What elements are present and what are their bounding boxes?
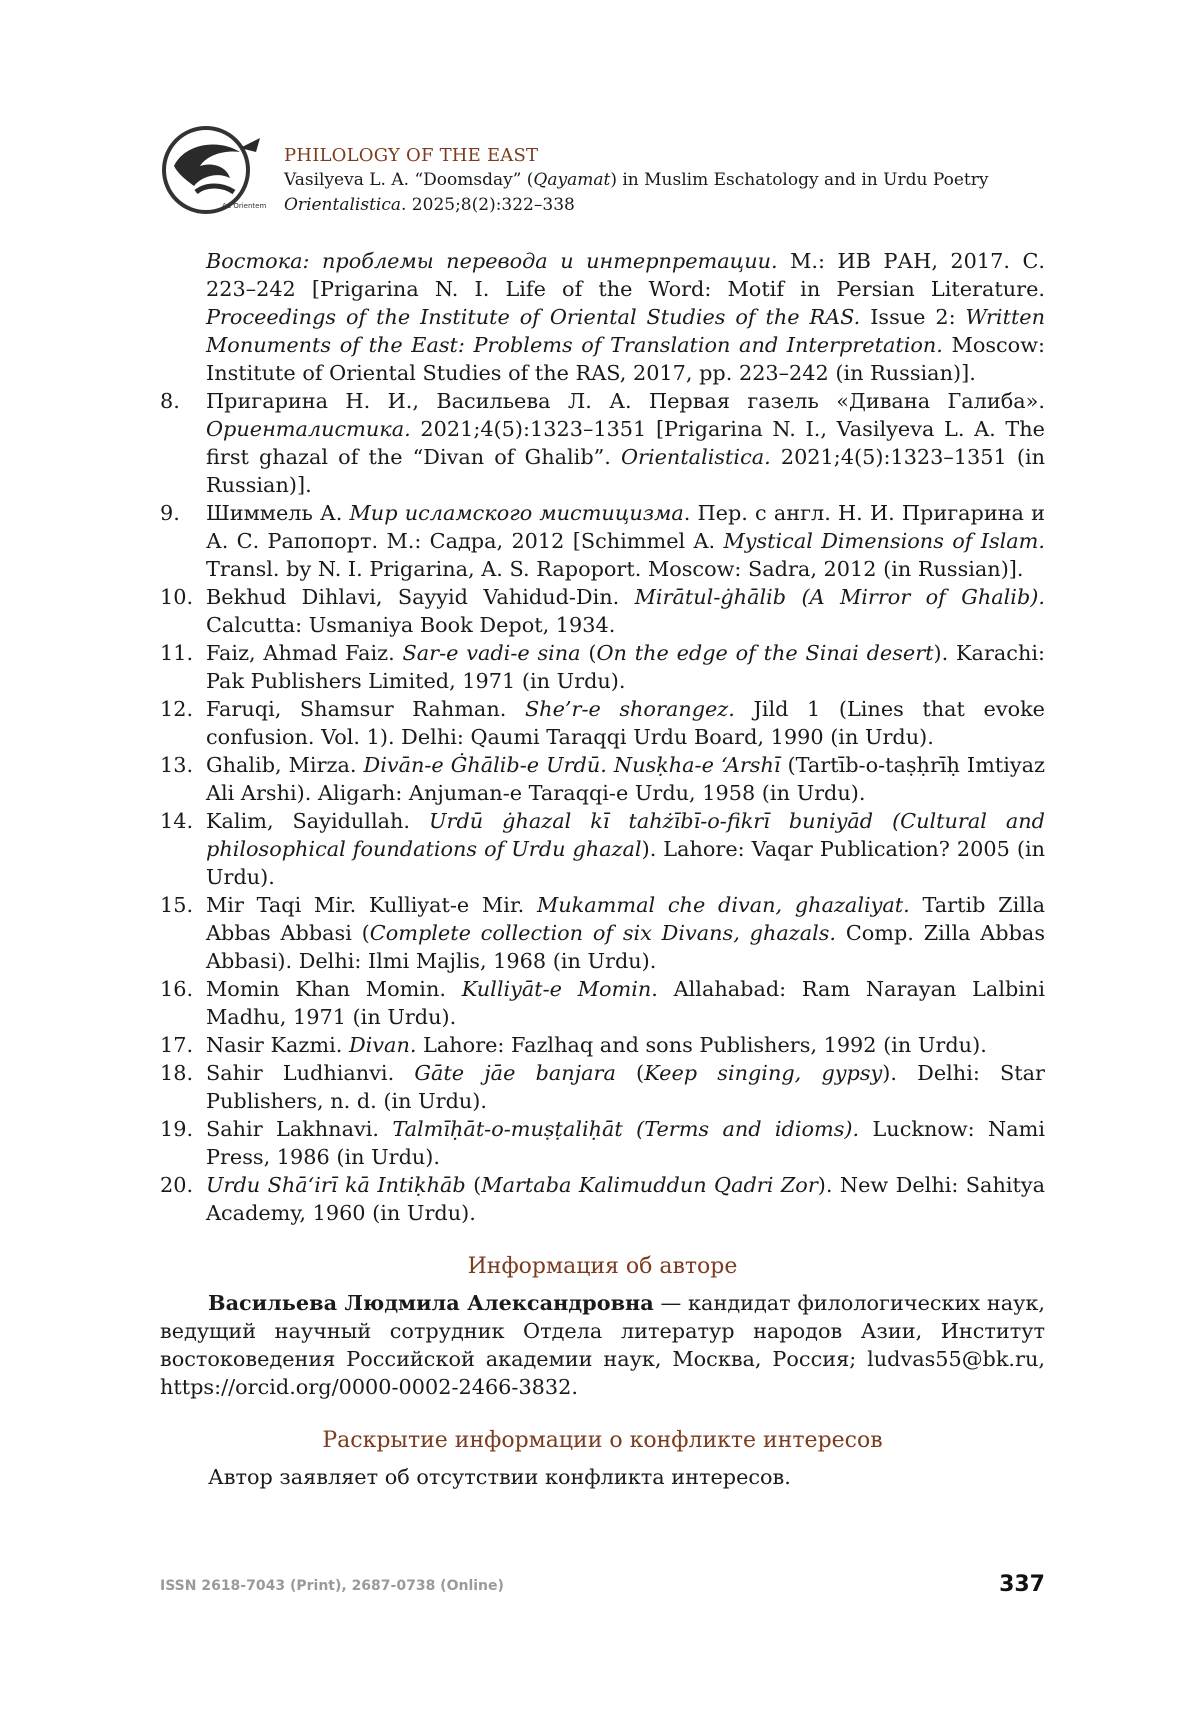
reference-text: Talmīḥāt-o-muṣṭaliḥāt (Terms and idioms). (392, 1117, 860, 1141)
reference-number: 9. (160, 501, 180, 525)
reference-text: 2021;4(5):1323–1351 [Prigarina N. I., Vasilyeva L. A. The first ghazal of the “Divan of Ghalib”. (206, 417, 1045, 469)
reference-text: Tartib Zilla Abbas Abbasi ( (206, 893, 1045, 945)
reference-item (160, 975, 1045, 1031)
reference-text: ). New Delhi: Sahitya Academy, 1960 (in Urdu). (206, 1173, 1046, 1225)
reference-text: Kalim, Sayidullah. (206, 809, 430, 833)
reference-text: Lahore: Fazlhaq and sons Publishers, 1992 (in Urdu). (416, 1033, 987, 1057)
reference-text: Transl. by N. I. Prigarina, A. S. Rapoport. Moscow: Sadra, 2012 (in Russian)]. (206, 557, 1024, 581)
reference-text: Written Monuments of the East: Problems of Translation and Interpretation. (206, 305, 1045, 357)
logo-lettering: Ad Orientem (222, 202, 267, 210)
reference-text: Nasir Kazmi. (206, 1033, 349, 1057)
reference-text: Faiz, Ahmad Faiz. (206, 641, 403, 665)
reference-number: 13. (160, 753, 194, 777)
reference-text: Proceedings of the Institute of Oriental Studies of the RAS. (206, 305, 861, 329)
reference-item (160, 807, 1045, 891)
reference-text: Martaba Kalimuddun Qadri Zor (481, 1173, 818, 1197)
reference-item (160, 751, 1045, 807)
reference-number: 19. (160, 1117, 194, 1141)
reference-number: 12. (160, 697, 194, 721)
reference-text: . Allahabad: Ram Narayan Lalbini Madhu, 1971 (in Urdu). (206, 977, 1045, 1029)
reference-item (160, 695, 1045, 751)
reference-text: Issue 2: (860, 305, 966, 329)
reference-text: ( (615, 1061, 645, 1085)
reference-item (160, 499, 1045, 583)
reference-number: 20. (160, 1173, 194, 1197)
reference-text: Lucknow: Nami Press, 1986 (in Urdu). (206, 1117, 1045, 1169)
reference-text: М.: ИВ РАН, 2017. С. 223–242 [Prigarina N. I. Life of the Word: Motif in Persian Literature. (206, 249, 1045, 301)
reference-text: Jild 1 (Lines that evoke confusion. Vol. 1). Delhi: Qaumi Taraqqi Urdu Board, 1990 (in Urdu). (206, 697, 1045, 749)
reference-item (160, 1115, 1045, 1171)
page-footer (160, 1574, 1045, 1602)
reference-text: Mirātul-ġhālib (A Mirror of Ghalib). (634, 585, 1045, 609)
reference-text: Bekhud Dihlavi, Sayyid Vahidud-Din. (206, 585, 635, 609)
reference-text: Sahir Lakhnavi. (206, 1117, 393, 1141)
reference-item (160, 387, 1045, 499)
reference-text: Momin Khan Momin. (206, 977, 462, 1001)
reference-number: 15. (160, 893, 194, 917)
issn-text: ISSN 2618-7043 (Print), 2687-0738 (Online) (160, 1578, 504, 1594)
reference-item (160, 1059, 1045, 1115)
reference-text: ( (465, 1173, 482, 1197)
reference-number: 16. (160, 977, 194, 1001)
reference-item (160, 639, 1045, 695)
reference-text: Calcutta: Usmaniya Book Depot, 1934. (206, 613, 616, 637)
reference-item (160, 1031, 1045, 1059)
reference-text: Kulliyāt-e Momin (461, 977, 652, 1001)
reference-text: Faruqi, Shamsur Rahman. (206, 697, 525, 721)
citation: Orientalistica. 2025;8(2):322–338 (284, 195, 575, 215)
reference-text: Шиммель А. (206, 501, 350, 525)
reference-text: Divan. (348, 1033, 417, 1057)
conflict-heading: Раскрытие информации о конфликте интересов (322, 1428, 883, 1453)
reference-text: Mukammal che divan, ghazaliyat. (536, 893, 910, 917)
page-number: 337 (999, 1572, 1045, 1597)
reference-text: Sahir Ludhianvi. (206, 1061, 415, 1085)
reference-text: ( (580, 641, 597, 665)
reference-text: (Tartīb-o-taṣḥrīḥ Imtiyaz Ali Arshi). Aligarh: Anjuman-e Taraqqi-e Urdu, 1958 (in Urdu). (206, 753, 1045, 805)
reference-text: 2021;4(5):1323–1351 (in Russian)]. (206, 445, 1045, 497)
reference-text: On the edge of the Sinai desert (596, 641, 934, 665)
journal-logo-icon (156, 122, 268, 218)
reference-text: Востока: проблемы перевода и интерпретации. (206, 249, 778, 273)
reference-text: Complete collection of six Divans, ghazals. (369, 921, 837, 945)
reference-text: Mystical Dimensions of Islam. (723, 529, 1046, 553)
reference-item (160, 583, 1045, 639)
reference-number: 14. (160, 809, 194, 833)
reference-text: She’r-e shorangez. (524, 697, 735, 721)
reference-text: . Пер. с англ. Н. И. Пригарина и А. С. Рапопорт. М.: Садра, 2012 [Schimmel A. (206, 501, 1045, 553)
reference-text: Ghalib, Mirza. (206, 753, 364, 777)
reference-text: Urdū ġhazal kī tahżībī-o-fikrī buniyād (Cultural and philosophical foundations of Urdu ghazal (206, 809, 1045, 861)
reference-item (160, 1171, 1045, 1227)
reference-text: Mir Taqi Mir. Kulliyat-e Mir. (206, 893, 537, 917)
reference-text: Мир исламского мистицизма (349, 501, 684, 525)
reference-number: 18. (160, 1061, 194, 1085)
reference-text: ). Karachi: Pak Publishers Limited, 1971 (in Urdu). (206, 641, 1045, 693)
reference-text: Gāte jāe banjara (414, 1061, 616, 1085)
author-name: Васильева Людмила Александровна (208, 1290, 654, 1315)
reference-text: Пригарина Н. И., Васильева Л. А. Первая газель «Дивана Галиба». (206, 389, 1045, 413)
author-description: — кандидат филологических наук, ведущий научный сотрудник Отдела литератур народов Азии, Институт востоковедения Российской академии наук, Москва, Россия; ludvas55@bk.ru, https://orcid.org/0000-0002-2466-3832. (160, 1291, 1045, 1399)
reference-text: Sar-e vadi-e sina (402, 641, 581, 665)
reference-number: 10. (160, 585, 194, 609)
header-text (284, 144, 1084, 218)
reference-number: 17. (160, 1033, 194, 1057)
article-title: Vasilyeva L. A. “Doomsday” (Qayamat) in Muslim Eschatology and in Urdu Poetry (284, 170, 989, 190)
conflict-paragraph: Автор заявляет об отсутствии конфликта интересов. (208, 1465, 791, 1489)
main-content (160, 247, 1045, 1491)
reference-item (160, 891, 1045, 975)
reference-text: Moscow: Institute of Oriental Studies of the RAS, 2017, pp. 223–242 (in Russian)]. (206, 333, 1046, 385)
references-list (160, 247, 1045, 1227)
reference-text: Divān-e Ġhālib-e Urdū. Nusḳha-e ‘Arshī (363, 753, 781, 777)
reference-text: Keep singing, gypsy (644, 1061, 883, 1085)
reference-text: ). Lahore: Vaqar Publication? 2005 (in Urdu). (206, 837, 1046, 889)
reference-text: Comp. Zilla Abbas Abbasi). Delhi: Ilmi Majlis, 1968 (in Urdu). (206, 921, 1046, 973)
reference-text: Ориенталистика. (206, 417, 411, 441)
reference-number: 8. (160, 389, 180, 413)
reference-item (160, 247, 1045, 387)
reference-text: Urdu Shā‘irī kā Intiḳhāb (206, 1173, 466, 1197)
author-info-paragraph (160, 1289, 1045, 1401)
author-info-heading: Информация об авторе (467, 1254, 738, 1279)
reference-text: ). Delhi: Star Publishers, n. d. (in Urdu). (206, 1061, 1045, 1113)
reference-text: Orientalistica. (620, 445, 771, 469)
reference-number: 11. (160, 641, 194, 665)
journal-section-title: PHILOLOGY OF THE EAST (284, 145, 539, 166)
